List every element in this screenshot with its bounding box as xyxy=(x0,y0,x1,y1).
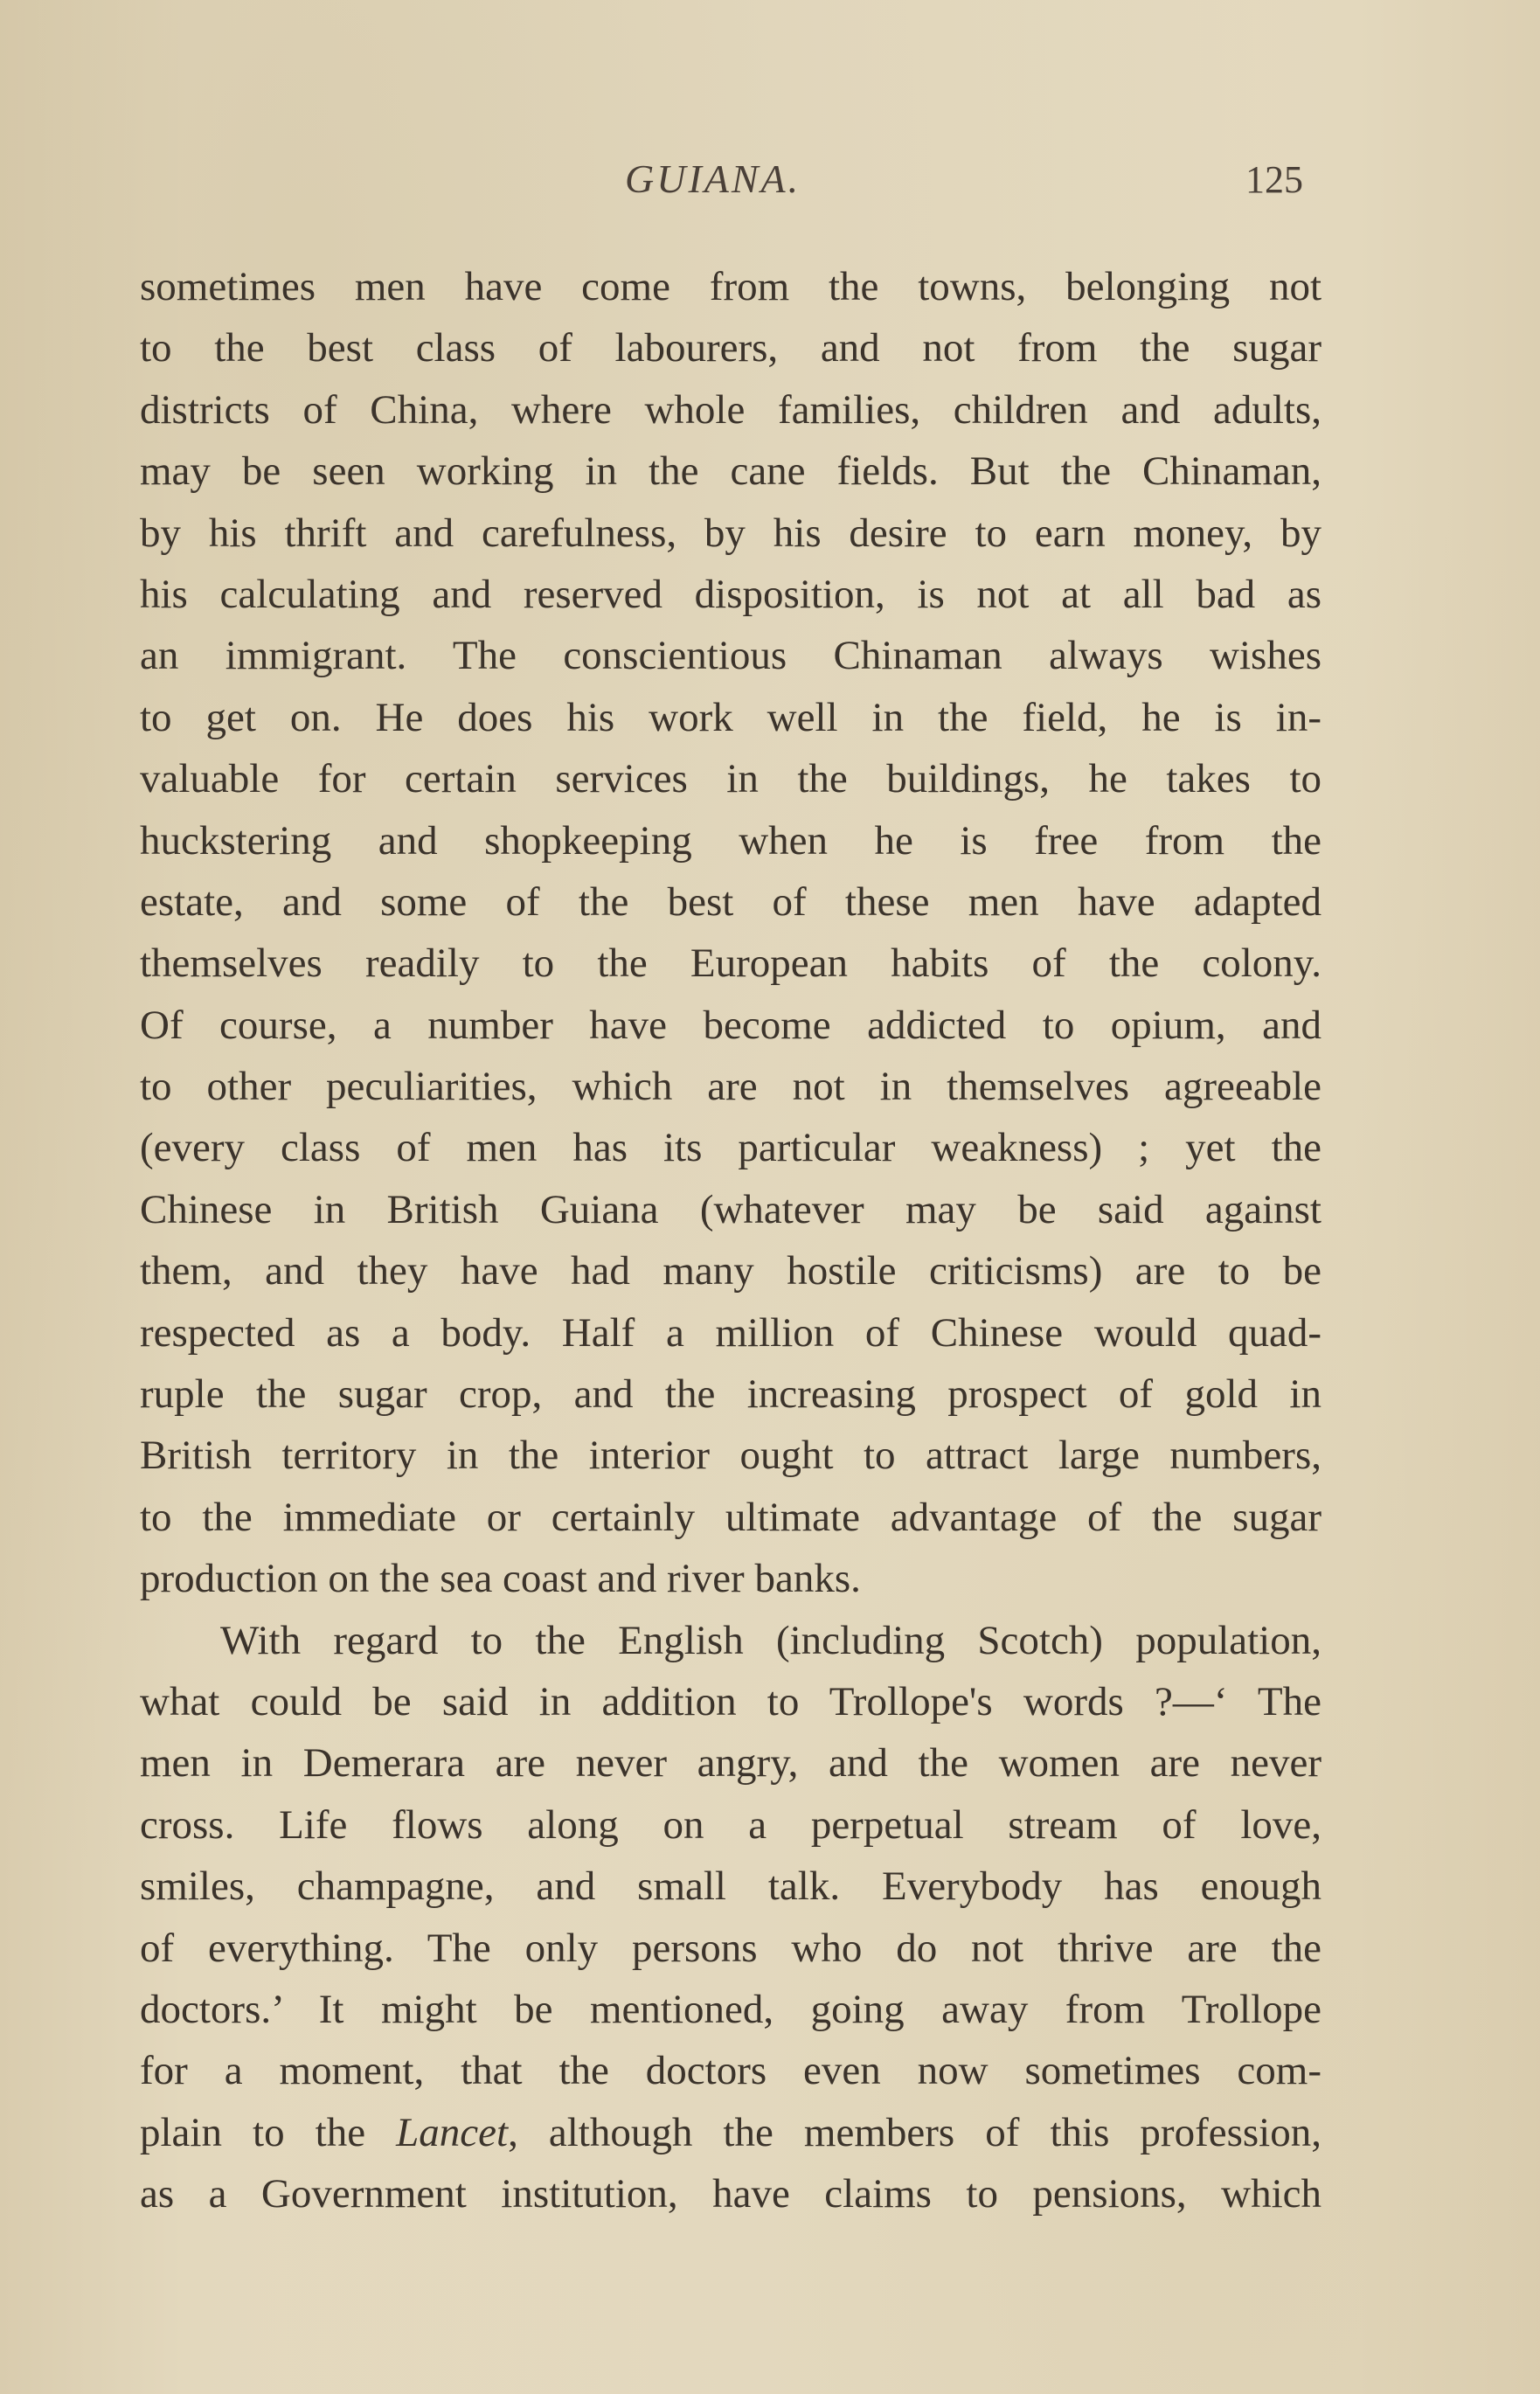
text-line: huckstering and shopkeeping when he is free from the xyxy=(140,817,1321,864)
text-line: to get on. He does his work well in the field, he is in- xyxy=(140,694,1321,740)
text-segment: , although the members of this profession, xyxy=(508,2109,1321,2155)
text-line: themselves readily to the European habits of the colony. xyxy=(140,940,1321,987)
text-line: smiles, champagne, and small talk. Everybody has enough xyxy=(140,1863,1321,1910)
text-line: cross. Life flows along on a perpetual stream of love, xyxy=(140,1801,1321,1848)
text-line: British territory in the interior ought to attract large numbers, xyxy=(140,1433,1321,1479)
text-line: to other peculiarities, which are not in themselves agreeable xyxy=(140,1064,1321,1110)
text-line: them, and they have had many hostile criticisms) are to be xyxy=(140,1248,1321,1294)
text-line: production on the sea coast and river banks. xyxy=(140,1556,861,1602)
text-line: estate, and some of the best of these men have adapted xyxy=(140,878,1321,925)
text-line: of everything. The only persons who do not thrive are the xyxy=(140,1925,1321,1971)
running-title: GUIANA. xyxy=(625,156,801,201)
text-line: as a Government institution, have claims to pensions, which xyxy=(140,2171,1321,2217)
text-line: doctors.’ It might be mentioned, going away from Trollope xyxy=(140,1986,1321,2032)
text-line-with-italic xyxy=(140,2102,1321,2163)
text-line: Chinese in British Guiana (whatever may be said against xyxy=(140,1186,1321,1232)
text-line: by his thrift and carefulness, by his desire to earn money, by xyxy=(140,510,1321,556)
text-line: to the immediate or certainly ultimate advantage of the sugar xyxy=(140,1494,1321,1540)
text-line: respected as a body. Half a million of Chinese would quad- xyxy=(140,1309,1321,1356)
text-line: With regard to the English (including Scotch) population, xyxy=(220,1617,1321,1663)
paragraph-1 xyxy=(140,256,1321,1610)
paragraph-2 xyxy=(140,1610,1321,2225)
text-line: for a moment, that the doctors even now sometimes com- xyxy=(140,2048,1321,2094)
page-number: 125 xyxy=(1245,158,1303,201)
text-line: to the best class of labourers, and not from the sugar xyxy=(140,325,1321,371)
text-line: (every class of men has its particular weakness) ; yet the xyxy=(140,1125,1321,1171)
text-line: an immigrant. The conscientious Chinaman always wishes xyxy=(140,633,1321,679)
italic-title-lancet: Lancet xyxy=(396,2109,509,2155)
text-segment: plain to the xyxy=(140,2109,397,2155)
text-line: valuable for certain services in the buildings, he takes to xyxy=(140,756,1321,802)
text-line: sometimes men have come from the towns, belonging not xyxy=(140,264,1321,309)
running-head xyxy=(140,156,1320,208)
text-line: ruple the sugar crop, and the increasing prospect of gold in xyxy=(140,1371,1321,1418)
text-line: what could be said in addition to Trollope's words ?—‘ The xyxy=(140,1678,1321,1724)
text-line: his calculating and reserved disposition, is not at all bad as xyxy=(140,571,1321,617)
text-line: districts of China, where whole families, children and adults, xyxy=(140,386,1321,433)
text-line: may be seen working in the cane fields. But the Chinaman, xyxy=(140,448,1321,495)
body-text xyxy=(140,256,1321,2225)
text-line: men in Demerara are never angry, and the women are never xyxy=(140,1740,1321,1787)
text-line: Of course, a number have become addicted to opium, and xyxy=(140,1002,1321,1048)
